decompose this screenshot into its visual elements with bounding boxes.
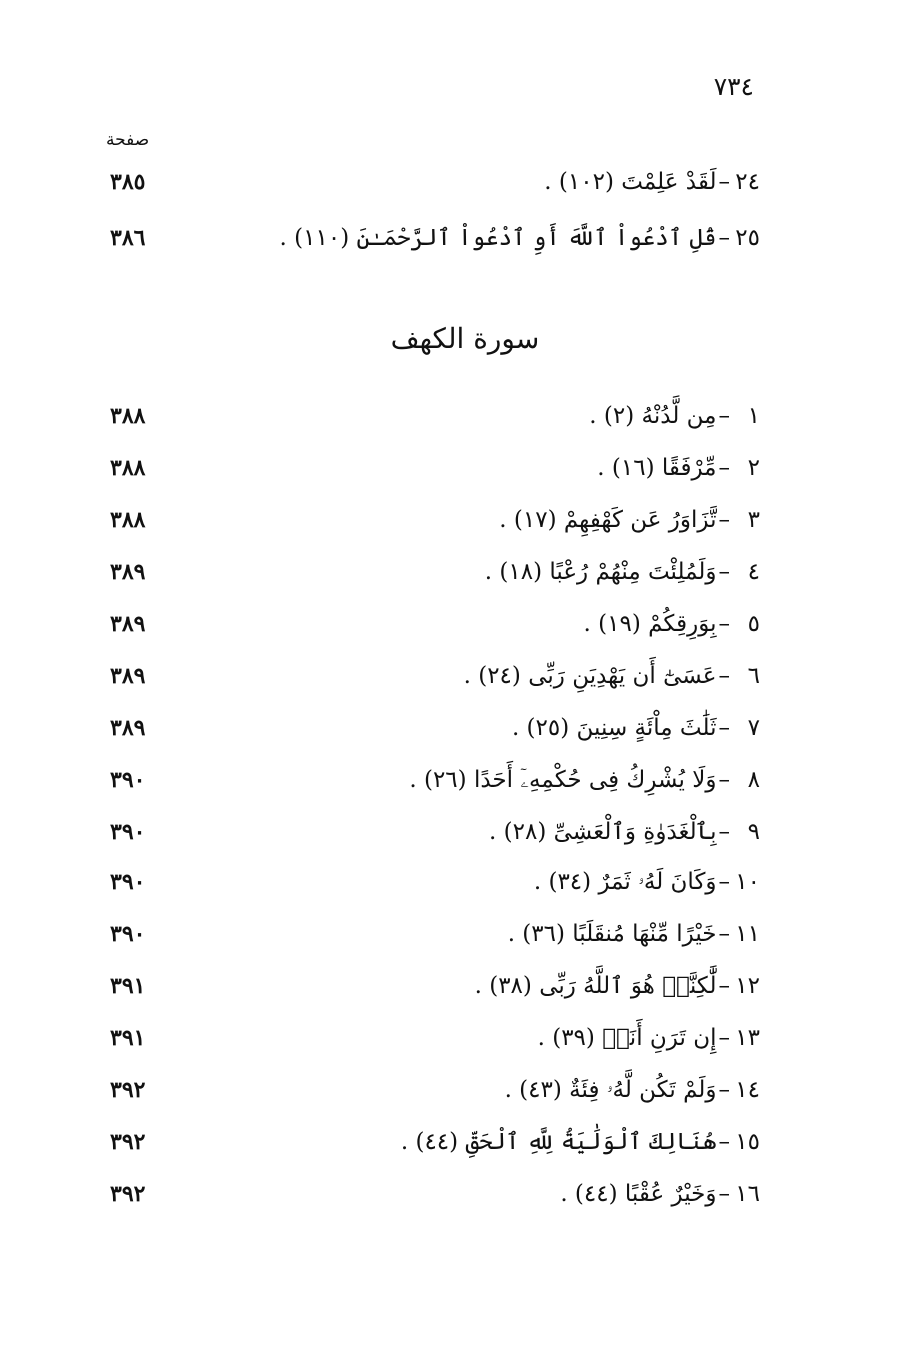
entry-text: ١٣–إِن تَرَنِ أَنَا۠ (٣٩) . <box>538 1018 760 1058</box>
entry-page: ٣٨٨ <box>110 507 146 533</box>
entry-page: ٣٨٨ <box>110 455 146 481</box>
page-column-header: صفحة <box>106 130 150 150</box>
list-item <box>0 1070 910 1110</box>
list-item <box>0 708 910 748</box>
page-number: ٧٣٤ <box>713 72 754 101</box>
entry-number: ٥ <box>747 611 760 637</box>
entry-phrase: وَكَانَ لَهُۥ ثَمَرٌ (٣٤) . <box>533 869 717 895</box>
entry-number: ١٠ <box>735 869 760 895</box>
entry-phrase: وَلَمُلِئْتَ مِنْهُمْ رُعْبًا (١٨) . <box>484 559 717 585</box>
entry-phrase: مِّرْفَقًا (١٦) . <box>597 455 717 481</box>
entry-page: ٣٨٩ <box>110 663 146 689</box>
entry-page: ٣٨٥ <box>110 169 146 195</box>
list-item <box>0 966 910 1006</box>
entry-text: ٥–بِوَرِقِكُمْ (١٩) . <box>583 604 760 644</box>
entry-number: ٧ <box>747 715 760 741</box>
entry-text: ١٥–هُنَالِكَ ٱلْوَلَٰيَةُ لِلَّهِ ٱلْحَقِّ (٤٤) . <box>401 1122 760 1162</box>
entry-number: ٣ <box>747 507 760 533</box>
entry-phrase: بِوَرِقِكُمْ (١٩) . <box>583 611 717 637</box>
entry-text: ١–مِن لَّدُنْهُ (٢) . <box>589 396 760 436</box>
entry-number: ٢٤ <box>735 169 760 195</box>
entry-number: ٢٥ <box>735 225 760 251</box>
entry-page: ٣٨٩ <box>110 715 146 741</box>
list-item <box>0 862 910 902</box>
entry-phrase: عَسَىٰٓ أَن يَهْدِيَنِ رَبِّى (٢٤) . <box>463 663 717 689</box>
entry-text: ١٠–وَكَانَ لَهُۥ ثَمَرٌ (٣٤) . <box>534 862 760 902</box>
entry-page: ٣٨٩ <box>110 611 146 637</box>
entry-number: ٦ <box>747 663 760 689</box>
entry-phrase: هُنَالِكَ ٱلْوَلَٰيَةُ لِلَّهِ ٱلْحَقِّ (٤٤) . <box>400 1129 717 1155</box>
entry-phrase: وَلَا يُشْرِكُ فِى حُكْمِهِۦٓ أَحَدًا (٢٦) . <box>409 767 717 793</box>
entry-page: ٣٩٢ <box>110 1129 146 1155</box>
section-title: سورة الكهف <box>390 322 540 355</box>
entry-phrase: إِن تَرَنِ أَنَا۠ (٣٩) . <box>537 1025 717 1051</box>
entry-page: ٣٩١ <box>110 973 146 999</box>
list-item <box>0 1174 910 1214</box>
entry-page: ٣٨٦ <box>110 225 146 251</box>
entry-text: ٢٤–لَقَدْ عَلِمْتَ (١٠٢) . <box>544 162 760 202</box>
list-item <box>0 500 910 540</box>
entry-text: ٨–وَلَا يُشْرِكُ فِى حُكْمِهِۦٓ أَحَدًا (٢٦) . <box>409 760 760 800</box>
entry-page: ٣٩٠ <box>110 869 146 895</box>
entry-number: ١١ <box>735 921 760 947</box>
entry-number: ١٣ <box>735 1025 760 1051</box>
entry-text: ٩–بِٱلْغَدَوٰةِ وَٱلْعَشِىِّ (٢٨) . <box>489 812 760 852</box>
list-item <box>0 396 910 436</box>
list-item <box>0 448 910 488</box>
entry-number: ٩ <box>747 819 760 845</box>
entry-page: ٣٩٢ <box>110 1077 146 1103</box>
list-item <box>0 162 910 202</box>
entry-text: ٤–وَلَمُلِئْتَ مِنْهُمْ رُعْبًا (١٨) . <box>485 552 760 592</box>
entry-text: ١١–خَيْرًا مِّنْهَا مُنقَلَبًا (٣٦) . <box>508 914 760 954</box>
entry-number: ١٦ <box>735 1181 760 1207</box>
entry-number: ٨ <box>747 767 760 793</box>
entry-phrase: تَّزَاوَرُ عَن كَهْفِهِمْ (١٧) . <box>499 507 717 533</box>
entry-page: ٣٩٠ <box>110 819 146 845</box>
entry-text: ٢٥–قُلِ ٱدْعُواْ ٱللَّهَ أَوِ ٱدْعُواْ ٱلرَّحْمَـٰنَ (١١٠) . <box>280 218 760 258</box>
entry-number: ٢ <box>747 455 760 481</box>
entry-text: ٧–ثَلَٰثَ مِاْئَةٍ سِنِينَ (٢٥) . <box>512 708 760 748</box>
list-item <box>0 218 910 258</box>
entry-number: ١ <box>747 403 760 429</box>
entry-number: ١٢ <box>735 973 760 999</box>
entry-text: ٣–تَّزَاوَرُ عَن كَهْفِهِمْ (١٧) . <box>499 500 760 540</box>
list-item <box>0 1018 910 1058</box>
list-item <box>0 760 910 800</box>
list-item <box>0 914 910 954</box>
list-item <box>0 1122 910 1162</box>
entry-number: ١٥ <box>735 1129 760 1155</box>
entry-text: ١٦–وَخَيْرٌ عُقْبًا (٤٤) . <box>560 1174 760 1214</box>
entry-phrase: لَقَدْ عَلِمْتَ (١٠٢) . <box>544 169 717 195</box>
entry-page: ٣٨٩ <box>110 559 146 585</box>
entry-phrase: مِن لَّدُنْهُ (٢) . <box>589 403 717 429</box>
list-item <box>0 812 910 852</box>
entry-phrase: خَيْرًا مِّنْهَا مُنقَلَبًا (٣٦) . <box>507 921 717 947</box>
entry-page: ٣٩١ <box>110 1025 146 1051</box>
entry-number: ٤ <box>747 559 760 585</box>
entry-text: ١٢–لَّٰكِنَّا۠ هُوَ ٱللَّهُ رَبِّى (٣٨) . <box>475 966 760 1006</box>
list-item <box>0 604 910 644</box>
entry-phrase: لَّٰكِنَّا۠ هُوَ ٱللَّهُ رَبِّى (٣٨) . <box>474 973 717 999</box>
list-item <box>0 656 910 696</box>
entry-phrase: قُلِ ٱدْعُواْ ٱللَّهَ أَوِ ٱدْعُواْ ٱلرَّحْمَـٰنَ (١١٠) . <box>279 225 717 251</box>
entry-text: ٢–مِّرْفَقًا (١٦) . <box>597 448 760 488</box>
list-item <box>0 552 910 592</box>
entry-phrase: وَخَيْرٌ عُقْبًا (٤٤) . <box>560 1181 717 1207</box>
entry-page: ٣٨٨ <box>110 403 146 429</box>
entry-text: ١٤–وَلَمْ تَكُن لَّهُۥ فِئَةٌ (٤٣) . <box>505 1070 760 1110</box>
entry-text: ٦–عَسَىٰٓ أَن يَهْدِيَنِ رَبِّى (٢٤) . <box>464 656 760 696</box>
entry-page: ٣٩٢ <box>110 1181 146 1207</box>
entry-number: ١٤ <box>735 1077 760 1103</box>
entry-phrase: ثَلَٰثَ مِاْئَةٍ سِنِينَ (٢٥) . <box>511 715 717 741</box>
entry-page: ٣٩٠ <box>110 921 146 947</box>
entry-phrase: بِٱلْغَدَوٰةِ وَٱلْعَشِىِّ (٢٨) . <box>488 819 717 845</box>
entry-phrase: وَلَمْ تَكُن لَّهُۥ فِئَةٌ (٤٣) . <box>504 1077 717 1103</box>
entry-page: ٣٩٠ <box>110 767 146 793</box>
